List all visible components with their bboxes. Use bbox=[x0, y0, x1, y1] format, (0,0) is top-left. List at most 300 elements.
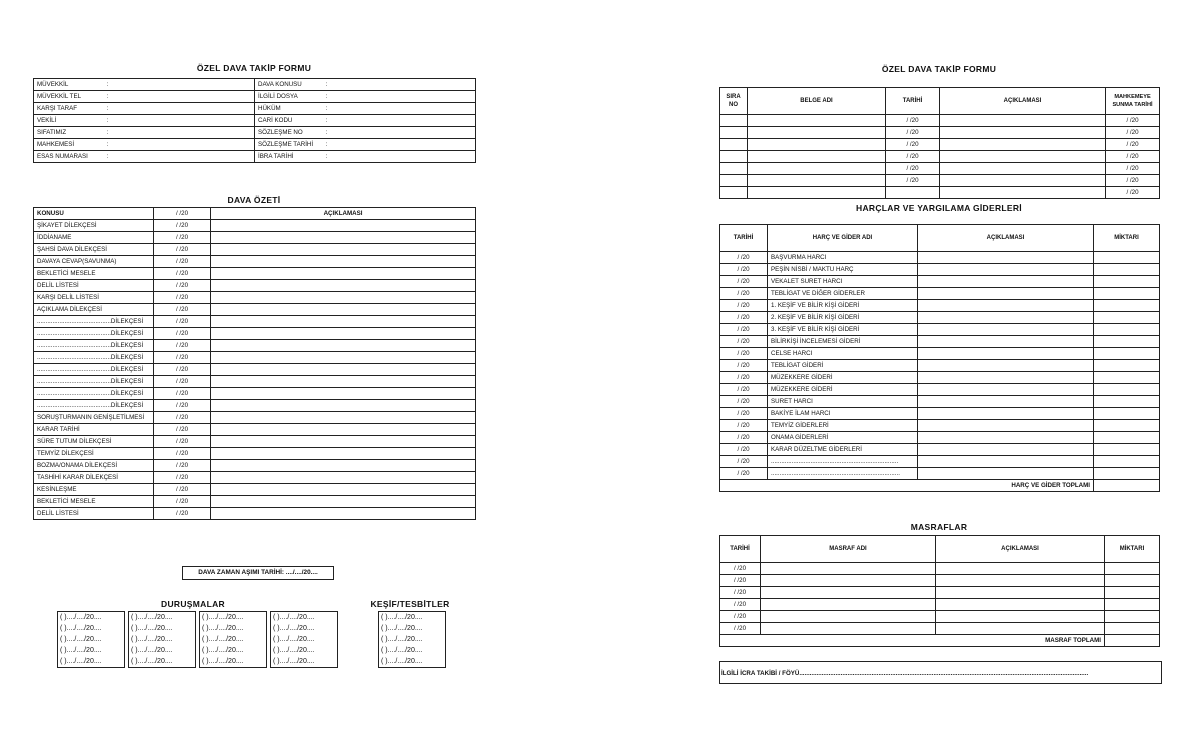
doc-date-field[interactable]: / /20 bbox=[886, 175, 940, 187]
doc-court-date-field[interactable]: / /20 bbox=[1106, 175, 1160, 187]
expense-date-field[interactable]: / /20 bbox=[720, 623, 761, 635]
summary-date-field[interactable]: / /20 bbox=[154, 436, 211, 448]
summary-row bbox=[34, 508, 476, 520]
documents-table bbox=[719, 87, 1160, 199]
info-value-field[interactable]: : bbox=[104, 127, 255, 139]
fee-date-field[interactable]: / /20 bbox=[720, 300, 768, 312]
fee-name: SURET HARCI bbox=[768, 396, 918, 408]
fee-amount-field[interactable] bbox=[1094, 384, 1160, 396]
doc-name-field[interactable] bbox=[748, 175, 886, 187]
fees-total-row bbox=[720, 480, 1160, 492]
fee-date-field[interactable]: / /20 bbox=[720, 264, 768, 276]
fee-desc-field[interactable] bbox=[918, 456, 1094, 468]
expense-amount-field[interactable] bbox=[1105, 563, 1160, 575]
fee-date-field[interactable]: / /20 bbox=[720, 456, 768, 468]
summary-row bbox=[34, 424, 476, 436]
document-row bbox=[720, 151, 1160, 163]
summary-row bbox=[34, 400, 476, 412]
summary-row bbox=[34, 328, 476, 340]
doc-no-field[interactable] bbox=[720, 163, 748, 175]
expense-desc-field[interactable] bbox=[936, 611, 1105, 623]
doc-no-field[interactable] bbox=[720, 115, 748, 127]
summary-desc-field[interactable] bbox=[211, 400, 476, 412]
summary-desc-field[interactable] bbox=[211, 472, 476, 484]
info-value-field[interactable]: : bbox=[104, 139, 255, 151]
doc-court-date-field[interactable]: / /20 bbox=[1106, 187, 1160, 199]
fees-title: HARÇLAR VE YARGILAMA GİDERLERİ bbox=[856, 203, 1022, 213]
expense-name-field[interactable] bbox=[761, 623, 936, 635]
fee-desc-field[interactable] bbox=[918, 312, 1094, 324]
doc-name-field[interactable] bbox=[748, 115, 886, 127]
fee-desc-field[interactable] bbox=[918, 276, 1094, 288]
fee-amount-field[interactable] bbox=[1094, 336, 1160, 348]
docs-header-no: SIRA NO bbox=[720, 88, 748, 115]
expense-row bbox=[720, 623, 1160, 635]
summary-desc-field[interactable] bbox=[211, 388, 476, 400]
fee-desc-field[interactable] bbox=[918, 468, 1094, 480]
info-label: MÜVEKKİL TEL bbox=[34, 91, 104, 103]
fee-name: ONAMA GİDERLERİ bbox=[768, 432, 918, 444]
fees-total-field[interactable] bbox=[1094, 480, 1160, 492]
fee-amount-field[interactable] bbox=[1094, 348, 1160, 360]
fee-date-field[interactable]: / /20 bbox=[720, 468, 768, 480]
fee-date-field[interactable]: / /20 bbox=[720, 360, 768, 372]
fee-amount-field[interactable] bbox=[1094, 420, 1160, 432]
summary-desc-field[interactable] bbox=[211, 460, 476, 472]
fee-amount-field[interactable] bbox=[1094, 408, 1160, 420]
expense-desc-field[interactable] bbox=[936, 575, 1105, 587]
fee-name: MÜZEKKERE GİDERİ bbox=[768, 384, 918, 396]
fee-name: MÜZEKKERE GİDERİ bbox=[768, 372, 918, 384]
fee-desc-field[interactable] bbox=[918, 300, 1094, 312]
doc-date-field[interactable] bbox=[886, 187, 940, 199]
summary-date-field[interactable]: / /20 bbox=[154, 496, 211, 508]
summary-date-field[interactable]: / /20 bbox=[154, 388, 211, 400]
hearing-date-field[interactable]: ( )..../..../20.... bbox=[131, 647, 173, 654]
fees-header-desc: AÇIKLAMASI bbox=[918, 225, 1094, 252]
fee-desc-field[interactable] bbox=[918, 408, 1094, 420]
expense-row bbox=[720, 599, 1160, 611]
fee-row bbox=[720, 336, 1160, 348]
hearing-date-field[interactable]: ( )..../..../20.... bbox=[273, 636, 315, 643]
doc-desc-field[interactable] bbox=[940, 139, 1106, 151]
summary-desc-field[interactable] bbox=[211, 448, 476, 460]
hearing-date-field[interactable]: ( )..../..../20.... bbox=[202, 614, 244, 621]
fee-name: TEBLİGAT VE DİĞER GİDERLER bbox=[768, 288, 918, 300]
expenses-total-field[interactable] bbox=[1105, 635, 1160, 647]
fee-date-field[interactable]: / /20 bbox=[720, 432, 768, 444]
summary-desc-field[interactable] bbox=[211, 376, 476, 388]
summary-date-field[interactable]: / /20 bbox=[154, 304, 211, 316]
fee-row bbox=[720, 420, 1160, 432]
summary-date-field[interactable]: / /20 bbox=[154, 472, 211, 484]
fee-row bbox=[720, 348, 1160, 360]
info-label: HÜKÜM bbox=[255, 103, 323, 115]
fee-amount-field[interactable] bbox=[1094, 372, 1160, 384]
doc-desc-field[interactable] bbox=[940, 127, 1106, 139]
summary-subject: ŞİKAYET DİLEKÇESİ bbox=[34, 220, 154, 232]
summary-subject: TEMYİZ DİLEKÇESİ bbox=[34, 448, 154, 460]
doc-desc-field[interactable] bbox=[940, 163, 1106, 175]
fee-date-field[interactable]: / /20 bbox=[720, 420, 768, 432]
info-value-field[interactable]: : bbox=[323, 103, 476, 115]
summary-desc-field[interactable] bbox=[211, 496, 476, 508]
doc-court-date-field[interactable]: / /20 bbox=[1106, 115, 1160, 127]
hearing-date-field[interactable]: ( )..../..../20.... bbox=[202, 636, 244, 643]
fee-date-field[interactable]: / /20 bbox=[720, 372, 768, 384]
fee-amount-field[interactable] bbox=[1094, 396, 1160, 408]
summary-date-field[interactable]: / /20 bbox=[154, 400, 211, 412]
summary-desc-field[interactable] bbox=[211, 424, 476, 436]
summary-date-field[interactable]: / /20 bbox=[154, 352, 211, 364]
summary-row bbox=[34, 340, 476, 352]
fee-name: 2. KEŞİF VE BİLİR KİŞİ GİDERİ bbox=[768, 312, 918, 324]
summary-date-field[interactable]: / /20 bbox=[154, 244, 211, 256]
doc-court-date-field[interactable]: / /20 bbox=[1106, 127, 1160, 139]
fee-desc-field[interactable] bbox=[918, 420, 1094, 432]
expense-desc-field[interactable] bbox=[936, 599, 1105, 611]
discovery-date-field[interactable]: ( )..../..../20.... bbox=[381, 625, 423, 632]
discovery-date-field[interactable]: ( )..../..../20.... bbox=[381, 647, 423, 654]
info-label: MAHKEMESİ bbox=[34, 139, 104, 151]
fee-amount-field[interactable] bbox=[1094, 324, 1160, 336]
doc-no-field[interactable] bbox=[720, 139, 748, 151]
doc-no-field[interactable] bbox=[720, 127, 748, 139]
summary-date-field[interactable]: / /20 bbox=[154, 268, 211, 280]
doc-name-field[interactable] bbox=[748, 187, 886, 199]
expense-name-field[interactable] bbox=[761, 611, 936, 623]
summary-row bbox=[34, 376, 476, 388]
expense-amount-field[interactable] bbox=[1105, 599, 1160, 611]
hearing-date-field[interactable]: ( )..../..../20.... bbox=[131, 636, 173, 643]
summary-date-field[interactable]: / /20 bbox=[154, 412, 211, 424]
doc-court-date-field[interactable]: / /20 bbox=[1106, 163, 1160, 175]
summary-desc-field[interactable] bbox=[211, 268, 476, 280]
expense-row bbox=[720, 563, 1160, 575]
docs-header-court: MAHKEMEYE SUNMA TARİHİ bbox=[1106, 88, 1160, 115]
fee-amount-field[interactable] bbox=[1094, 288, 1160, 300]
doc-date-field[interactable]: / /20 bbox=[886, 115, 940, 127]
expense-row bbox=[720, 611, 1160, 623]
fee-date-field[interactable]: / /20 bbox=[720, 252, 768, 264]
fee-date-field[interactable]: / /20 bbox=[720, 348, 768, 360]
expenses-table bbox=[719, 535, 1160, 647]
info-value-field[interactable]: : bbox=[104, 91, 255, 103]
summary-row bbox=[34, 460, 476, 472]
doc-date-field[interactable]: / /20 bbox=[886, 151, 940, 163]
info-label: SÖZLEŞME TARİHİ bbox=[255, 139, 323, 151]
expense-date-field[interactable]: / /20 bbox=[720, 587, 761, 599]
fee-amount-field[interactable] bbox=[1094, 300, 1160, 312]
hearing-date-field[interactable]: ( )..../..../20.... bbox=[60, 625, 102, 632]
expense-date-field[interactable]: / /20 bbox=[720, 563, 761, 575]
expense-amount-field[interactable] bbox=[1105, 575, 1160, 587]
info-value-field[interactable]: : bbox=[323, 79, 476, 91]
fee-name: VEKALET SURET HARCI bbox=[768, 276, 918, 288]
fee-name: BAKİYE İLAM HARCI bbox=[768, 408, 918, 420]
fee-date-field[interactable]: / /20 bbox=[720, 396, 768, 408]
expense-amount-field[interactable] bbox=[1105, 587, 1160, 599]
hearing-date-field[interactable]: ( )..../..../20.... bbox=[60, 636, 102, 643]
summary-row bbox=[34, 472, 476, 484]
info-row bbox=[34, 127, 476, 139]
summary-date-field[interactable]: / /20 bbox=[154, 448, 211, 460]
info-label: İLGİLİ DOSYA bbox=[255, 91, 323, 103]
fee-amount-field[interactable] bbox=[1094, 312, 1160, 324]
summary-subject: DELİL LİSTESİ bbox=[34, 280, 154, 292]
document-row bbox=[720, 163, 1160, 175]
summary-desc-field[interactable] bbox=[211, 436, 476, 448]
hearing-date-field[interactable]: ( )..../..../20.... bbox=[202, 658, 244, 665]
summary-subject: TASHİHİ KARAR DİLEKÇESİ bbox=[34, 472, 154, 484]
hearing-date-field[interactable]: ( )..../..../20.... bbox=[202, 625, 244, 632]
doc-date-field[interactable]: / /20 bbox=[886, 163, 940, 175]
expense-name-field[interactable] bbox=[761, 563, 936, 575]
doc-desc-field[interactable] bbox=[940, 175, 1106, 187]
fee-date-field[interactable]: / /20 bbox=[720, 384, 768, 396]
fee-desc-field[interactable] bbox=[918, 384, 1094, 396]
left-form-title: ÖZEL DAVA TAKİP FORMU bbox=[196, 63, 312, 73]
fee-desc-field[interactable] bbox=[918, 372, 1094, 384]
discovery-column bbox=[378, 611, 446, 668]
fee-amount-field[interactable] bbox=[1094, 444, 1160, 456]
summary-date-field[interactable]: / /20 bbox=[154, 328, 211, 340]
summary-date-field[interactable]: / /20 bbox=[154, 376, 211, 388]
hearing-date-field[interactable]: ( )..../..../20.... bbox=[273, 625, 315, 632]
summary-row bbox=[34, 220, 476, 232]
fee-name: ........................................................................... bbox=[768, 468, 918, 480]
summary-subject: KESİNLEŞME bbox=[34, 484, 154, 496]
fee-row bbox=[720, 408, 1160, 420]
info-row bbox=[34, 91, 476, 103]
fee-desc-field[interactable] bbox=[918, 264, 1094, 276]
doc-date-field[interactable]: / /20 bbox=[886, 127, 940, 139]
info-value-field[interactable]: : bbox=[104, 103, 255, 115]
fee-row bbox=[720, 276, 1160, 288]
summary-desc-field[interactable] bbox=[211, 484, 476, 496]
fee-row bbox=[720, 396, 1160, 408]
fee-desc-field[interactable] bbox=[918, 288, 1094, 300]
summary-date-field[interactable]: / /20 bbox=[154, 460, 211, 472]
info-value-field[interactable]: : bbox=[104, 115, 255, 127]
doc-name-field[interactable] bbox=[748, 163, 886, 175]
discovery-date-field[interactable]: ( )..../..../20.... bbox=[381, 658, 423, 665]
expense-date-field[interactable]: / /20 bbox=[720, 575, 761, 587]
fee-amount-field[interactable] bbox=[1094, 432, 1160, 444]
summary-subject: BOZMA/ONAMA DİLEKÇESİ bbox=[34, 460, 154, 472]
fee-date-field[interactable]: / /20 bbox=[720, 408, 768, 420]
summary-header-date: / /20 bbox=[154, 208, 211, 220]
summary-row bbox=[34, 436, 476, 448]
summary-date-field[interactable]: / /20 bbox=[154, 316, 211, 328]
summary-date-field[interactable]: / /20 bbox=[154, 424, 211, 436]
summary-date-field[interactable]: / /20 bbox=[154, 364, 211, 376]
discovery-list bbox=[378, 611, 446, 668]
summary-subject: ...........................................DİLEKÇESİ bbox=[34, 376, 154, 388]
fee-desc-field[interactable] bbox=[918, 324, 1094, 336]
summary-subject: ...........................................DİLEKÇESİ bbox=[34, 364, 154, 376]
summary-date-field[interactable]: / /20 bbox=[154, 220, 211, 232]
expense-desc-field[interactable] bbox=[936, 623, 1105, 635]
fee-amount-field[interactable] bbox=[1094, 276, 1160, 288]
fees-header-date: TARİHİ bbox=[720, 225, 768, 252]
summary-subject: ...........................................DİLEKÇESİ bbox=[34, 388, 154, 400]
fee-desc-field[interactable] bbox=[918, 336, 1094, 348]
fee-row bbox=[720, 468, 1160, 480]
fee-desc-field[interactable] bbox=[918, 348, 1094, 360]
expenses-total-row bbox=[720, 635, 1160, 647]
summary-subject: SÜRE TUTUM DİLEKÇESİ bbox=[34, 436, 154, 448]
doc-name-field[interactable] bbox=[748, 127, 886, 139]
info-value-field[interactable]: : bbox=[104, 151, 255, 163]
hearing-date-field[interactable]: ( )..../..../20.... bbox=[131, 658, 173, 665]
fee-desc-field[interactable] bbox=[918, 396, 1094, 408]
fee-date-field[interactable]: / /20 bbox=[720, 336, 768, 348]
info-row bbox=[34, 151, 476, 163]
summary-desc-field[interactable] bbox=[211, 256, 476, 268]
info-value-field[interactable]: : bbox=[323, 151, 476, 163]
doc-name-field[interactable] bbox=[748, 151, 886, 163]
info-value-field[interactable]: : bbox=[323, 91, 476, 103]
summary-subject: BEKLETİCİ MESELE bbox=[34, 268, 154, 280]
doc-desc-field[interactable] bbox=[940, 115, 1106, 127]
info-label: ESAS NUMARASI bbox=[34, 151, 104, 163]
expense-desc-field[interactable] bbox=[936, 587, 1105, 599]
summary-date-field[interactable]: / /20 bbox=[154, 508, 211, 520]
expense-name-field[interactable] bbox=[761, 599, 936, 611]
document-row bbox=[720, 187, 1160, 199]
info-label: DAVA KONUSU bbox=[255, 79, 323, 91]
expenses-header-date: TARİHİ bbox=[720, 536, 761, 563]
fee-amount-field[interactable] bbox=[1094, 360, 1160, 372]
expense-desc-field[interactable] bbox=[936, 563, 1105, 575]
fee-amount-field[interactable] bbox=[1094, 252, 1160, 264]
fee-date-field[interactable]: / /20 bbox=[720, 444, 768, 456]
summary-subject: ...........................................DİLEKÇESİ bbox=[34, 352, 154, 364]
fee-date-field[interactable]: / /20 bbox=[720, 324, 768, 336]
fees-table bbox=[719, 224, 1160, 492]
expense-row bbox=[720, 575, 1160, 587]
discovery-date-field[interactable]: ( )..../..../20.... bbox=[381, 636, 423, 643]
summary-subject: ŞAHSİ DAVA DİLEKÇESİ bbox=[34, 244, 154, 256]
hearing-date-field[interactable]: ( )..../..../20.... bbox=[131, 614, 173, 621]
doc-no-field[interactable] bbox=[720, 151, 748, 163]
discovery-date-field[interactable]: ( )..../..../20.... bbox=[381, 614, 423, 621]
summary-desc-field[interactable] bbox=[211, 352, 476, 364]
expense-date-field[interactable]: / /20 bbox=[720, 611, 761, 623]
fee-desc-field[interactable] bbox=[918, 252, 1094, 264]
expense-name-field[interactable] bbox=[761, 575, 936, 587]
summary-row bbox=[34, 484, 476, 496]
summary-date-field[interactable]: / /20 bbox=[154, 280, 211, 292]
expense-amount-field[interactable] bbox=[1105, 611, 1160, 623]
hearing-date-field[interactable]: ( )..../..../20.... bbox=[273, 658, 315, 665]
doc-desc-field[interactable] bbox=[940, 151, 1106, 163]
fee-name: 3. KEŞİF VE BİLİR KİŞİ GİDERİ bbox=[768, 324, 918, 336]
hearing-date-field[interactable]: ( )..../..../20.... bbox=[273, 647, 315, 654]
summary-desc-field[interactable] bbox=[211, 340, 476, 352]
info-value-field[interactable]: : bbox=[323, 139, 476, 151]
summary-subject: ...........................................DİLEKÇESİ bbox=[34, 328, 154, 340]
limitation-date-box[interactable]: DAVA ZAMAN AŞIMI TARİHİ: ..../..../20.... bbox=[182, 566, 334, 580]
doc-desc-field[interactable] bbox=[940, 187, 1106, 199]
hearing-date-field[interactable]: ( )..../..../20.... bbox=[60, 614, 102, 621]
expenses-header-desc: AÇIKLAMASI bbox=[936, 536, 1105, 563]
fee-date-field[interactable]: / /20 bbox=[720, 276, 768, 288]
doc-date-field[interactable]: / /20 bbox=[886, 139, 940, 151]
fee-desc-field[interactable] bbox=[918, 360, 1094, 372]
expense-name-field[interactable] bbox=[761, 587, 936, 599]
summary-date-field[interactable]: / /20 bbox=[154, 232, 211, 244]
doc-court-date-field[interactable]: / /20 bbox=[1106, 139, 1160, 151]
info-value-field[interactable]: : bbox=[323, 115, 476, 127]
hearing-date-field[interactable]: ( )..../..../20.... bbox=[60, 658, 102, 665]
info-label: VEKİLİ bbox=[34, 115, 104, 127]
hearing-date-field[interactable]: ( )..../..../20.... bbox=[60, 647, 102, 654]
doc-court-date-field[interactable]: / /20 bbox=[1106, 151, 1160, 163]
summary-subject: AÇIKLAMA DİLEKÇESİ bbox=[34, 304, 154, 316]
summary-desc-field[interactable] bbox=[211, 280, 476, 292]
fee-desc-field[interactable] bbox=[918, 444, 1094, 456]
fee-name: .......................................................................... bbox=[768, 456, 918, 468]
summary-desc-field[interactable] bbox=[211, 304, 476, 316]
summary-desc-field[interactable] bbox=[211, 244, 476, 256]
expense-date-field[interactable]: / /20 bbox=[720, 599, 761, 611]
fee-name: BİLİRKİŞİ İNCELEMESİ GİDERİ bbox=[768, 336, 918, 348]
enforcement-file-box[interactable]: İLGİLİ İCRA TAKİBİ / FÖYÜ........................................................................................................................................................................ bbox=[719, 661, 1162, 684]
summary-desc-field[interactable] bbox=[211, 316, 476, 328]
doc-no-field[interactable] bbox=[720, 175, 748, 187]
fee-date-field[interactable]: / /20 bbox=[720, 288, 768, 300]
hearing-date-field[interactable]: ( )..../..../20.... bbox=[202, 647, 244, 654]
summary-desc-field[interactable] bbox=[211, 508, 476, 520]
summary-row bbox=[34, 352, 476, 364]
summary-row bbox=[34, 496, 476, 508]
doc-no-field[interactable] bbox=[720, 187, 748, 199]
info-value-field[interactable]: : bbox=[323, 127, 476, 139]
summary-date-field[interactable]: / /20 bbox=[154, 292, 211, 304]
summary-date-field[interactable]: / /20 bbox=[154, 484, 211, 496]
summary-desc-field[interactable] bbox=[211, 292, 476, 304]
summary-row bbox=[34, 448, 476, 460]
expense-amount-field[interactable] bbox=[1105, 623, 1160, 635]
summary-subject: KARŞI DELİL LİSTESİ bbox=[34, 292, 154, 304]
fee-desc-field[interactable] bbox=[918, 432, 1094, 444]
expense-row bbox=[720, 587, 1160, 599]
summary-date-field[interactable]: / /20 bbox=[154, 256, 211, 268]
doc-name-field[interactable] bbox=[748, 139, 886, 151]
summary-desc-field[interactable] bbox=[211, 232, 476, 244]
summary-desc-field[interactable] bbox=[211, 220, 476, 232]
right-form-title: ÖZEL DAVA TAKİP FORMU bbox=[881, 64, 997, 74]
info-label: SIFATIMIZ bbox=[34, 127, 104, 139]
fee-row bbox=[720, 432, 1160, 444]
summary-desc-field[interactable] bbox=[211, 364, 476, 376]
docs-header-date: TARİHİ bbox=[886, 88, 940, 115]
summary-desc-field[interactable] bbox=[211, 412, 476, 424]
fee-row bbox=[720, 456, 1160, 468]
hearing-date-field[interactable]: ( )..../..../20.... bbox=[131, 625, 173, 632]
summary-date-field[interactable]: / /20 bbox=[154, 340, 211, 352]
fee-amount-field[interactable] bbox=[1094, 264, 1160, 276]
fee-amount-field[interactable] bbox=[1094, 456, 1160, 468]
summary-desc-field[interactable] bbox=[211, 328, 476, 340]
summary-row bbox=[34, 244, 476, 256]
info-value-field[interactable]: : bbox=[104, 79, 255, 91]
hearing-date-field[interactable]: ( )..../..../20.... bbox=[273, 614, 315, 621]
fee-date-field[interactable]: / /20 bbox=[720, 312, 768, 324]
fee-amount-field[interactable] bbox=[1094, 468, 1160, 480]
